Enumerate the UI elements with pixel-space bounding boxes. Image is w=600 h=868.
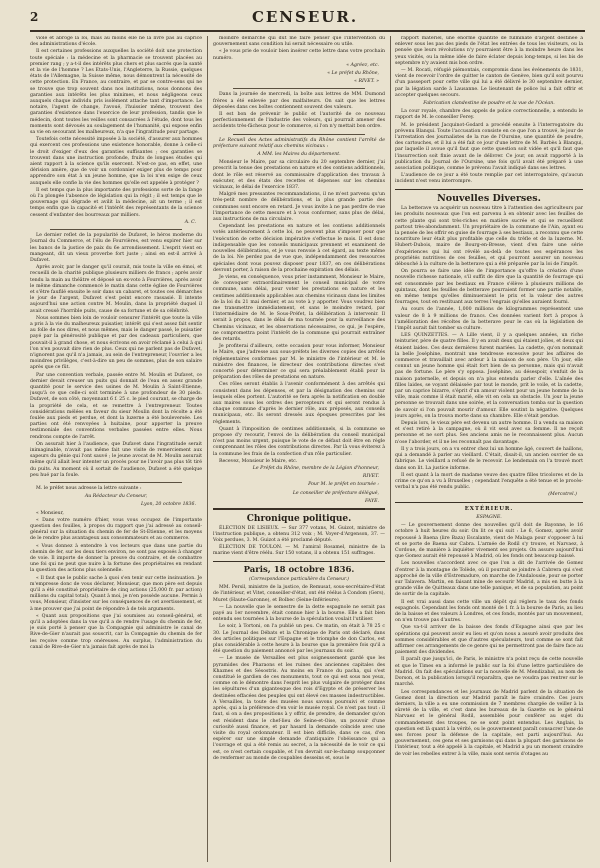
section-heading-chronique: Chronique politique.	[246, 513, 352, 524]
dateline-subtitle: (Correspondance particulière du Censeur.)	[249, 577, 349, 583]
divider	[395, 502, 583, 504]
sub-heading: Fabrication clandestine de poudre et la vue de l'Océan.	[423, 101, 555, 107]
paragraph: viole et abroge la loi, mais au moins elle ne la livre pas au caprice des administrations d'école.	[30, 36, 202, 48]
paragraph: Que va-t-il arriver de la baisse des fonds d'Espagne ainsi que par les opérations qui peuvent avoir eu lieu et qu'on nous a assuré avoir produits des sommes considérables et que d'autres spéculateurs, tout comme se sont fait affirmer ces arrangements de ce genre qui ne permettront pas de faire face au paiement des dividendes.	[395, 625, 583, 656]
page-number: 2	[30, 10, 39, 24]
paragraph: Je viens, en conséquence, vous prier instamment, Monsieur le Maire, de convoquer extraordinairement le conseil municipal de votre commune, sans délai, pour voter les prestations en nature et les centimes additionnels applicables aux chemins vicinaux dans les limites de la loi du 21 mai dernier, et au vote à y apporter. Vous voudrez bien me transmettre immédiatement, et sans le moindre retard, par l'intermédiaire de M. le Sous-Préfet, la délibération à intervenir. Il serait à propos, dans le délai de ma tournée pour la surveillance des Chemins vicinaux, et les observations nécessaires, ce qui, je l'espère, ne compromettra point l'intérêt de la commune qui pourrait entraîner des retards.	[213, 274, 385, 342]
paragraph: On assurait hier à l'audience, que Dufavet dans l'ingratitude serait inimaginable, n'avait pas même fait une visite de remerciement aux sapeurs du génie qui l'ont sauvé ; le jeune avocat de M. Moulin assurait même qu'il allait leur intenter un procès pour ne l'avoir pas plus tôt tiré du puits. Au moment où il sortait de l'audience, Dufavet a été quelque peu hué par la foule.	[30, 441, 202, 478]
column-2	[213, 36, 385, 862]
paragraph: — Le gouvernement donne des nouvelles qu'il doit de Bayonne, le 16 octobre à huit heures du soir. On lit ce qui suit : Le 6, Gomez, après avoir repoussé à Baena (lire Baza) Escalante, vient de Malaga pour s'opposer à lui et se porte de Baena sur Cabra. L'armée de Rodil s'y trouve, et Narvaez, à Cordoue, de manière à inquiéter vivement ses projets. On assure aujourd'hui que Gomez aurait été repoussé à Madrid, où les fonds ont beaucoup baissé.	[395, 523, 583, 560]
paragraph: Ces rôles seront établis à l'avenir conformément à des arrêtés qui consistent dans les dépenses, et par la désignation des chemins sur lesquels elles portent. L'autorité se fera après la notification en double aux maires sous les ordres des percepteurs et qui seront rendus à chaque commune d'après le dernier rôle, aux préposés, aux conseils municipaux, etc. Ils seront dressés aux époques prescrites par les règlements.	[213, 382, 385, 425]
paragraph: Le dernier reflet de la popularité de Dufavet, le héros moderne du Journal du Commerce, et l'élu de Fourvières, est venu expirer hier sur les bancs de la justice de paix du 6e arrondissement. L'esprit vient en mangeant, dit un vieux proverbe fort juste ; ainsi en est-il arrivé à Dufavet.	[30, 233, 202, 263]
paragraph: L'audience de ce jour a été toute remplie par cet interrogatoire, qu'aucun incident n'est venu interrompre.	[395, 173, 583, 185]
page-header	[30, 8, 580, 30]
divider	[233, 134, 365, 135]
signature: A. C.	[184, 219, 196, 225]
paragraph: « Je vous prie de vouloir bien insérer cette lettre dans votre prochain numéro.	[213, 49, 385, 61]
paragraph: Il est certaines professions auxquelles la société doit une protection toute spéciale : la médecine et la pharmacie se trouvent placées au premier rang ; y a-t-il des intérêts plus chers et plus sacrés que la santé et la vie de l'homme ? Les Etats-Unis, l'Angleterre, la Russie, quelques états de l'Allemagne, la Suisse même, nous démontrent la nécessité de cette protection. En France, au contraire, et par se contre-sens qui ne se trouve que trop souvent dans nos institutions, nous donnons des garanties aux intérêts les plus minimes, et nous négligeons ceux auxquels chaque individu pris isolément attache tant d'importance. Le notaire, l'agent de change, l'avoué, l'huissier même, trouvent des garanties d'existence dans l'exercice de leur profession, tandis que le médecin, dont toutes les veilles sont consacrées à l'étude, dont tous les moments sont dévoués au soulagement de l'humanité, qui expose enfin sa vie en secourant les malheureux, n'a que l'ingratitude pour partage.	[30, 49, 202, 136]
paragraph: Cependant les prestations en nature et les contiens additionnels votés antérieurement à cette loi, ne peuvent plus s'imposer pour que l'exécution de cette décision impérative s'effectue le mois. Il est donc indispensable que les conseils municipaux prennent et examinent de nouvelles délibérations, et je vous renvoie à cet égard, au texte même de la loi. Ne perdez pas de vue que, indépendamment des ressources spéciales dont vous pouvez disposer pour 1837, en ces délibérations devront porter, à raison de la prochaine expiration des délais.	[213, 224, 385, 273]
paragraph: MM. Persil, ministre de la justice, de Remusat, sous-secrétaire-d'état de l'intérieur, et Vitet, conseiller-d'état, ont été réélus à Condom (Gers), Muret (Haute-Garonne), et Bolbec (Seine-Inférieure).	[213, 585, 385, 603]
paragraph: Il est bon de prévenir le public et l'autorité de ce nouveau perfectionnement de l'industrie des voleurs, qui pourrait amener des accidents très-fâcheux pour le commerce, si l'on n'y mettait bon ordre.	[213, 112, 385, 130]
paragraph: M. le président Jacquinot-Godard a procédé ensuite à l'interrogatoire du prévenu Blanqui. Toute l'accusation consiste en ce que l'on a trouvé, le jour de l'arrestation des journalistes de la rue de l'Oursine, une quantité de poudre, des cartouches, et il lui a été fait ce jour d'une lettre de M. Barbès à Blanqui, par laquelle il avoue qu'il faut que cette question soit vidée et qu'il faut que l'insurrection soit finie avant de le délivrer. Ce jour, on avait rapporté à la publication du Journal de l'Oursine, une fois qu'il avait été préparé à une association politique, comme le prévenu l'avait indiqué dans ses lettres.	[395, 122, 583, 172]
column-3	[395, 36, 583, 862]
paragraph: Monsieur le Maire, par sa circulaire du 20 septembre dernier, j'ai prescrit la tenue des prestations en nature et des contiens additionnels, dont le rôle est réservé au commissaire d'application des travaux à exécuter, et des états des recettes et dépenses sur les chemins vicinaux, le délai de l'exercice 1837.	[213, 160, 385, 191]
divider	[395, 189, 583, 191]
paragraph: Au cours de l'année, 1,000 millions de kilogrammes représentent une valeur de 8 à 9 millions de francs. Ces données varient fort à propos à l'amélioration des récoltes de la betterave pour le cas où la législation de l'impôt aurait fait tomber sa culture.	[395, 307, 583, 332]
column-1	[30, 36, 202, 862]
paragraph: Les correspondances et les journaux de Madrid parlent de la situation de Gomez dont la direction sur Madrid paraît le faire craindre. Ces jours derniers, la ville a eu une commission de 7 membres chargée de veiller à la sûreté de la ville, et c'est dans les bureaux de la Gazette ou le général Narvaez et le général Rodil, assemblés pour conférer au sujet du commandement des troupes, ne se sont point entendus. Les Anglais, la question est là quant à la vérité, ou le gouvernement paraît consacrer l'une de ses forces pour la défense de la capitale, est parti aujourd'hui. Au gouvernement, ces gens et ses garnisons qui dans la plupart des garnisons de l'intérieur, tout a été appelé à la capitale, et Madrid a pu un moment craindre de voir les rebelles entrer à la ville, mais sont servis d'otages au	[395, 689, 583, 757]
header-rule	[30, 30, 585, 32]
paragraph: « Monsieur,	[36, 510, 64, 516]
column-divider	[390, 36, 391, 862]
paragraph: La cour royale, chambre des appels de police correctionnelle, a entendu le rapport de M. le conseiller Ferey.	[395, 109, 583, 121]
paragraph: moindre démarche qui dût me faire penser que l'intervention du gouvernement sans condition lui serait nécessaire ou utile.	[213, 36, 385, 48]
divider	[233, 88, 365, 89]
signature: Pour M. le préfet en tournée :	[308, 482, 379, 488]
paragraph: rapport matériel, une énorme quantité de fulminate d'argent destinée à enlever sous les pas des pieds de l'état les entrées de tous les visiteurs, ou la pensée que leurs révolutions n'y pourraient être à la moindre heure dans les yeux visités, ou la même idée de faire éclater depuis long-temps, si les bis de septembre n'y avaient mis bon ordre.	[395, 36, 583, 66]
divider	[213, 508, 385, 510]
paragraph: Toutefois cette nécessité imposée à la société, d'assurer aux hommes qui exercent ces professions une existence honorable, donne à celle-ci le droit d'exiger d'eux des garanties suffisantes ; ces garanties se trouvent dans une instruction profonde, fruits de longues études qui aient rapport à la science qu'ils exercent. N'est-ce pas, en effet, une dérision amère, que de voir un cordonnier exiger plus de temps pour apprendre son état à un jeune homme, que la loi n'en exige de ceux auxquels elle confie la vie des hommes qu'elle est appelée à protéger ?	[30, 137, 202, 186]
paragraph: « Il faut que le public sache à quoi s'en tenir sur cette insinuation. Je m'empresse donc de vous déclarer, Monsieur, que mon père est depuis qu'il a été constitué propriétaire de cinq actions (25,000 fr. par action) millions du capital total). Quant à moi, je n'en possède aucune. Permis à vous, Monsieur, d'insister sur les conséquences de cet avertissement, et à me prouver que j'ai point de répondre à de tels arguments.	[30, 575, 202, 612]
paragraph: On pourra se faire une idée de l'importance qu'offre la création d'une nouvelle richesse nationale, s'il suffit de dire que la quantité de fourrage qui est consommée par les bestiaux en France s'élève à plusieurs millions de quintaux, dont les feuilles de betterave pourraient former une partie notable, en même temps qu'elles diminueraient le prix et la valeur des autres fourrages, tout en restituant aux terres l'engrais qu'elles auraient fourni.	[395, 269, 583, 306]
country-heading: ESPAGNE.	[476, 515, 502, 521]
paragraph: Il est quant à la mort de madame veuve des quatre filles tricolores et de la crime ce qu'on a vu à Bruxelles ; cependant l'enquête a été tenue et le procès-verbal n'a pas été rendu public.	[395, 472, 583, 491]
divider	[213, 561, 385, 563]
paragraph: Le soir, à Tortoni, on l'a publié un peu. Ce matin, on était à 78 25 c 30. Le Journal des Débats et la Chronique de Paris ont déclaré, dans des articles politiques sur l'Espagne et le triomphe de don Carlos, est plus considérable à cette heure à la bourse que la première fois qu'il a été question du paiement annoncé par les journaux du soir.	[213, 624, 385, 655]
paragraph: LES QUINZETTES. — A Lille vient, il y a quelques années, un riche teinturier, père de quatre filles. Il y en avait deux qui étaient jolies, et deux qui étaient laides. Ces deux dernières furent mariées. La cadette, qu'on nommait la belle Joséphine, montrait une tendresse excessive pour les affaires de commerce et travaillait avec ardeur à la maison de son père. Un jour, elle connut un jeune homme qui était fort bien de sa personne, mais qui n'avait pas de fortune. Le père s'y opposa. Joséphine, au désespoir, s'enfuit de la maison paternelle, et depuis on n'a plus entendu parler d'elle. L'aînée des filles laides, se voyant délaissée par tout le monde, prit le voile, et la cadette, par un caprice bizarre, s'éprit d'un amour violent pour un jeune homme de la ville, mais comme il était marié, elle vit en cela un obstacle. Un jour la jeune personne se trouvait dans une soirée, et la conversation tomba sur la question de savoir si l'on pouvait mourir d'amour. Elle soutint la négative. Quelques jours après, on la trouva morte dans sa chambre. Elle s'était pendue.	[395, 333, 583, 419]
paragraph: Quant à l'imposition de centimes additionnels, si la commune se propose d'y recourir, l'envoi de la délibération du conseil municipal n'est pas moins urgent, puisque le vote de ce défaut doit être en règle comprennant les rôles des contributions directes. Par là vous éviterez à la commune les frais de la confection d'un rôle particulier.	[213, 426, 385, 457]
paragraph: Les nouvelles s'accordent avec ce que l'on a dit de l'arrivée de Gomez d'entrer à la montagne de Tolède, où il pourrait se joindre à Cabrera qui s'est approché de la ville d'Estremadure, on marche de l'Andalousie, pour se porter sur Talavera. Martin, en faisant mine de secourir Madrid, a mis en butte à la grande ville de Quitteaux dans une telle panique, et de sa population, au point de sortir de la capitale.	[395, 561, 583, 598]
signature: RIVET.	[362, 474, 379, 480]
section-heading-exterieur: EXTÉRIEUR.	[464, 506, 514, 513]
paragraph: Il est temps que la plus importante des professions sorte de la fange où l'a plongée l'absence de législation qui la régit ; il est temps que le gouvernage qui dégrade et avilit la médecine, ait un terme ; il est temps enfin que la capacité et l'intérêt des représentants de la science cessent d'enfanter des bourreaux par milliers.	[30, 187, 202, 218]
divider	[50, 482, 182, 483]
signature: « Le préfet du Rhône,	[327, 71, 379, 77]
column-divider	[207, 36, 208, 862]
addressee: A MM. les Maires du département.	[257, 152, 341, 158]
section-heading-nouvelles: Nouvelles Diverses.	[437, 193, 541, 205]
letter-recipient: Au Rédacteur du Censeur,	[84, 494, 148, 500]
source-attribution: (Mercotrel.)	[548, 492, 577, 498]
divider	[50, 229, 182, 230]
paragraph: — Le musée de Versailles est plus soigneusement gardé que les pyramides des Pharaons et les ruines des anciennes capitales des Khaznes et des Sésostris. Au moins en France du pacha, qui s'est constitué le gardien de ces monuments, tout ce qui est sous nos yeux, comme on le démontre dans l'esprit les plus vulgaire de protéger dans les sépultures d'un gigantesque des rois d'Egypte et de préserver les destinées effacées des peuples qui ont élevé ces masses indestructibles. A Versailles, la toute des musées nous savons poursuivi et comme après, qui a la préférence d'en voir le musée royal. Ce n'est pas tout : il faut, si on a des propositions à y offrir, de prendre, de demander qu'on est résident dans le chef-lieu de Seine-et-Oise, un pouvoir d'une curiosité aussi finance, et par hasard la demande coïncide avec une visite du royal ordonnateur. Il est bien difficile, dans ce cas, d'en espérer sur une simple demande d'antiquaire l'obéissance qui a l'ouvrage et qui a été remis au secret, a la nécessité de le voir ce qui est, ce n'est certain coupable, et l'on devrait sur-le-champ soupçonner de renfermer au monde de coupables desseins et, sous le	[213, 656, 385, 761]
paragraph: Dans la journée de mercredi, la boîte aux lettres de MM. Dumond frères a été enlevée par des malfaiteurs. On sait que les lettres déposées dans ces boîtes contiennent souvent des valeurs.	[213, 92, 385, 110]
paragraph: Depuis lors, le vieux père est devenu un autre homme. Il a vendu sa maison et s'est retiré à la campagne, où il vit seul avec sa femme. Il ne reçoit personne et ne sort plus. Ses anciens amis ne le reconnaissent plus. Aucun n'ose l'aborder, et il ne les reconnaît pas davantage.	[395, 421, 583, 445]
paragraph: Il y a trois jours, on a vu entrer chez lui un homme âgé, couvert de haillons, qui a demandé à parler au vieillard. C'était, disait-il, un ancien ouvrier de sa fabrique. Le vieillard a refusé de le recevoir. Le lendemain on l'a trouvé mort dans son lit. La justice informe.	[395, 446, 583, 471]
paragraph: Le Recueil des Actes administratifs du Rhône contient l'arrêté de préfecture suivant relatif aux chemins vicinaux :	[213, 137, 385, 149]
paragraph: Après avoir, par le danger qu'il courait, mis toute la ville en émoi, et recueilli de la charité publique plusieurs milliers de francs ; après avoir tendu la main au théâtre et déposé un ex-voto à Fourvières, après avoir le même dimanche commencé le matin dans cette église de Fourvières et s'être faufilé ensuite le soir dans un cabaret, et toutes ces démarches le jour de l'argent, Dufavet s'est peint encore rassasié. Il intente aujourd'hui une action contre M. Moulin, dans la propriété duquel il avait creusé l'horrible puits, cause de sa fortune et de sa célébrité.	[30, 265, 202, 314]
paragraph: Nous sommes bien loin de vouloir censurer l'intérêt que toute la ville a pris à la vie du malheureux puisatier, intérêt qui s'est assez fait sentir au folle de nos dires, et nous mêmes, mais le danger passé, le puisatier payé par la générosité publique et par des cadeaux particuliers, que pouvait-il à grand chose, et nous écrivons en avoir réclamé à celui à qui l'on n'en pouvait dire rien de plus. Ceux qui ne parlent pas de Dufavet, n'ignorent pas qu'il n'a jamais, au sein de l'entrepreneur, l'ouvrier a les moindres privilèges, c'est-à-dire un peu de sommes, plus de son salaire après que ce fût.	[30, 315, 202, 371]
signature: « Agréez, etc.	[346, 62, 379, 68]
paragraph: « Dans votre numéro d'hier, vous vous occupez de l'importante question des fouilles, à propos du rapport que j'ai adressé au conseil-général sur la situation du chemin de fer de St-Etienne, et les moyens de le rendre plus avantageux aux consommateurs et au commerce.	[30, 517, 202, 542]
signature: Le Préfet du Rhône, membre de la Légion d'honneur,	[252, 466, 379, 471]
paragraph: Malgré mes pressantes recommandations, il ne m'est parvenu qu'un très-petit nombre de délibérations, et la plus grande partie des communes sont encore en retard. Je vous invite à ne pas perdre de vue l'importance de cette mesure et à vous conformer, sans plus de délai, aux instructions de ma circulaire.	[213, 192, 385, 223]
paragraph: — M. Rocati, réfugié piémontais, compromis dans les événements de 1831, vient de recevoir l'ordre de quitter le canton de Genève, bien qu'il soit pourvu d'un passeport pour cette ville qui lui a été délivré le 30 septembre dernier, par la légation sarde à Lausanne. Le lieutenant de police lui a fait offrir et accepter quelques secours.	[395, 68, 583, 98]
paragraph: — La nouvelle que le semestre de la dette espagnole ne serait pas payé au 1er novembre, était connue hier à la bourse. Elle a fait bien entendu ses tournées à la bourse de la spéculation voulait l'utiliser.	[213, 604, 385, 623]
paragraph: M. le préfet nous adresse la lettre suivante :	[36, 486, 142, 492]
paragraph: Je profiterai d'ailleurs, cette occasion pour vous informer, Monsieur le Maire, que j'adresse aux sous-préfets les diverses copies des arrêtés réglementaires conformes par M. le ministre de l'intérieur et M. le ministre des finances, le directeur des contributions directes s'est concerté pour déterminer ce qui sera préalablement établi pour la préparation des rôles de prestations en nature.	[213, 344, 385, 381]
dateline-heading: Paris, 18 octobre 1836.	[243, 565, 355, 576]
paragraph: ÉLECTION DE TOULON. — M. l'amiral Rosamel, ministre de la marine vient d'être réélu. Sur 150 votans, il a obtenu 151 suffrages.	[213, 545, 385, 557]
paragraph: Recevez, Monsieur le Maire, etc.	[219, 458, 298, 464]
letter-date: Lyon, 20 octobre 1836.	[140, 502, 196, 508]
paragraph: Il est vrai aussi dans cette ville un dépôt qui réglera le taux des fonds espagnols. Cependant les fonds ont monté de 1 fr. à la bourse de Paris, au lieu de la baisse et des valeurs à Londres, et ces fonds, montés par un mouvement, on n'en trouve pas d'autres.	[395, 599, 583, 624]
paragraph: Par une convention verbale, passée entre M. Moulin et Dufavet, ce dernier devait creuser un puits qui donnait de l'eau en assez grande quantité pour le service des usines de M. Moulin à Saint-Etienne, jusqu'à ce que celle-ci soit terminée à une profondeur de 30 pieds. Dufavet, de son côté, moyennant 6 f. 25 c. le pied courant, se charge de la propriété de cela, et se remettre à l'entrepreneur. Toutes considérations mélées en faveur du sieur Moulin dont la récolte a été foulée aux pieds et perdue, et dont la luzerne a été bouleversée. Les parties ont été renvoyées à huitaine, pour apporter la preuve testimoniale des conventions verbales passées entre elles. Nous rendrons compte de l'arrêt.	[30, 372, 202, 440]
paragraph: La betterave va acquérir un nouveau titre à l'attention des agriculteurs par les produits nouveaux que l'on est parvenu à en obtenir avec les feuilles de cette plante qui sont très-riches en matière sucrée et qui se recueillent partout très-abondamment. Un propriétaire de la commune de l'Ain, ayant eu la pensée de les offrir en guise de fourrage à ses bestiaux, a reconnu que cette nourriture leur était plus profitable que celle du trèfle et de la luzerne. M. Hubert-Dubois, maire de Bourg-en-Bresse, vient d'en faire une série d'expériences qui lui ont révélé au-delà de toutes ses espérances les propriétés nutritives de ces feuilles, et qui pourront assurer un nouveau débouché à la culture de la betterave qui a été préparée par la loi de l'impôt.	[395, 206, 583, 267]
paragraph: Il paraît que jusqu'ici, de Paris, le ministre n'a point reçu de cette nouvelle et que le Times en a informé le public sur la foi d'une lettre particulière de Madrid. On fait des spéculations sur la nouvelle de M. Mendizabal, au nom de Dorson, et la publication lorsqu'il reparaîtra, que ne voudra pas rentrer sur le marché.	[395, 657, 583, 688]
paragraph: ÉLECTION DE LISIEUX. — Sur 377 votans, M. Guizot, ministre de l'instruction publique, a obtenu 312 voix ; M. Voyer-d'Argenson, 37. — Voix perdues, 3. M. Guizot a été proclamé député.	[213, 525, 385, 543]
paragraph: « Vous donnez à entendre à vos lecteurs que dans une partie du chemin de fer, sur les deux tiers environ, ne sont pas exposés à changer de voie. Il importe de donner la preuve du contraire, et de combattre une foi qui ne peut que nuire à la fortune des propriétaires en rendant la question des actions plus solennelle.	[30, 543, 202, 574]
signature: Le conseiller de préfecture délégué,	[292, 490, 379, 496]
paragraph: « Quant aux propositions que j'ai soumises au conseil-général, et qu'il a adoptées dans la vue qu'il a de rendre l'usage du chemin de fer, je suis porté à penser que la Compagnie qui administre le canal de Rive-de-Gier n'aurait pas souscrit, car la Compagnie du chemin de fer les reçoive comme trop onéreuses. Au surplus, l'administration du canal de Rive-de-Gier n'a jamais fait après de moi la	[30, 613, 202, 650]
signature: FAYE.	[364, 498, 379, 504]
signature: « RIVET. »	[354, 79, 379, 85]
masthead-title: CENSEUR.	[251, 8, 359, 26]
